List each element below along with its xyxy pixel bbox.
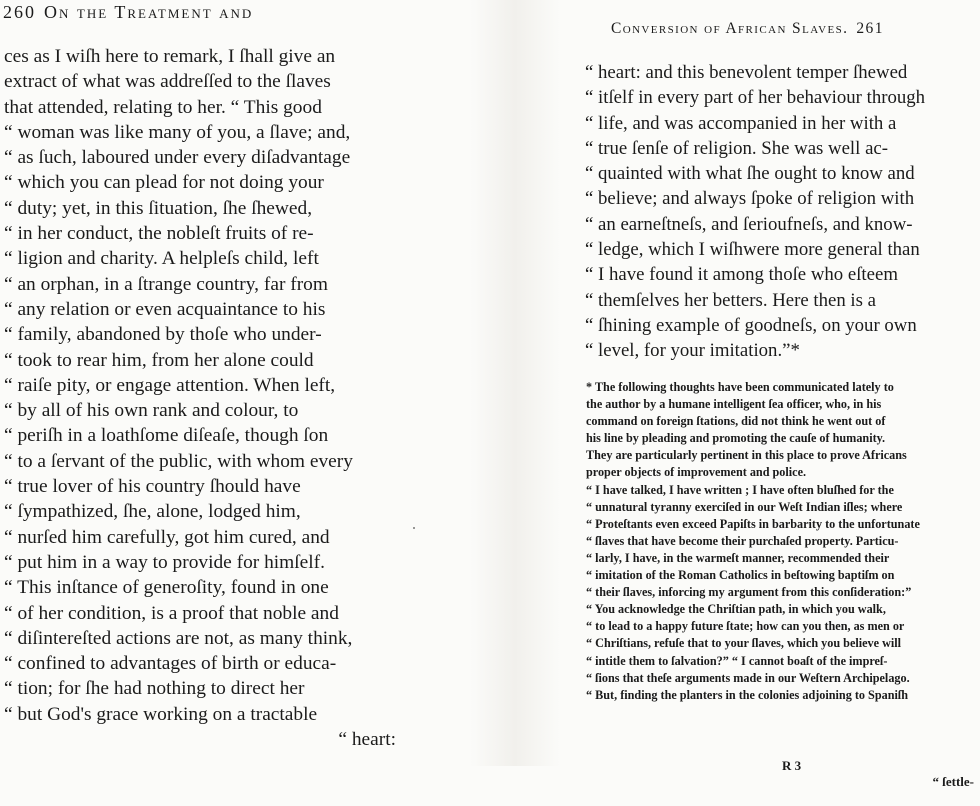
text-line: “ any relation or even acquaintance to his bbox=[4, 298, 326, 320]
text-line: “ life, and was accompanied in her with a bbox=[585, 112, 897, 134]
text-line: “ an orphan, in a ſtrange country, far from bbox=[4, 273, 328, 295]
text-line: “ by all of his own rank and colour, to bbox=[4, 400, 299, 422]
text-line: “ I have found it among thoſe who eſteem bbox=[585, 264, 898, 286]
right-page-number: 261 bbox=[856, 20, 884, 37]
text-line: “ true ſenſe of religion. She was well ac- bbox=[585, 137, 888, 159]
footnote-line: “ But, finding the planters in the colonies adjoining to Spaniſh bbox=[586, 687, 909, 702]
left-running-header bbox=[3, 2, 253, 23]
text-line: “ duty; yet, in this ſituation, ſhe ſhewed, bbox=[4, 197, 313, 219]
text-line: “ of her condition, is a proof that noble and bbox=[4, 602, 339, 624]
footnote-line: “ to lead to a happy future ſtate; how can you then, as men or bbox=[586, 619, 905, 634]
footnote bbox=[586, 379, 974, 704]
footnote-line: “ Chriſtians, refuſe that to your ſlaves, which you believe will bbox=[586, 636, 902, 651]
text-line: “ woman was like many of you, a ſlave; and, bbox=[4, 121, 351, 143]
text-line: “ took to rear him, from her alone could bbox=[4, 349, 314, 371]
right-running-header bbox=[611, 20, 884, 38]
text-line: “ heart: and this benevolent temper ſhewed bbox=[585, 62, 908, 83]
footnote-line: proper objects of improvement and police. bbox=[586, 465, 807, 480]
text-line: “ itſelf in every part of her behaviour through bbox=[585, 87, 926, 109]
text-line: “ ligion and charity. A helpleſs child, left bbox=[4, 248, 319, 270]
footnote-line: “ their ſlaves, inforcing my argument from this conſideration:” bbox=[586, 585, 912, 600]
text-line: “ in her conduct, the nobleſt fruits of re- bbox=[4, 223, 314, 245]
footnote-line: They are particularly pertinent in this place to prove Africans bbox=[586, 448, 907, 463]
text-line: that attended, relating to her. “ This good bbox=[4, 96, 322, 118]
left-page-number: 260 bbox=[3, 2, 36, 22]
book-gutter bbox=[470, 0, 560, 766]
text-line: extract of what was addreſſed to the ſlaves bbox=[4, 71, 331, 93]
text-line: “ to a ſervant of the public, with whom every bbox=[4, 450, 353, 472]
footnote-line: “ larly, I have, in the warmeſt manner, recommended their bbox=[586, 550, 890, 565]
paper-speck bbox=[413, 527, 415, 529]
page-footer bbox=[586, 742, 974, 806]
left-header-title: On the Treatment and bbox=[44, 2, 254, 22]
text-line: “ put him in a way to provide for himſelf. bbox=[4, 551, 325, 573]
text-line: “ an earneſtneſs, and ſerioufneſs, and know- bbox=[585, 213, 913, 235]
text-line: ces as I wiſh here to remark, I ſhall give an bbox=[4, 46, 336, 67]
footnote-line: “ unnatural tyranny exerciſed in our Weſt Indian iſles; where bbox=[586, 499, 903, 514]
left-page bbox=[0, 0, 470, 766]
text-line: “ themſelves her betters. Here then is a bbox=[585, 289, 876, 311]
text-line: “ diſintereſted actions are not, as many think, bbox=[4, 627, 353, 649]
text-line: “ This inſtance of generoſity, found in one bbox=[4, 577, 329, 599]
right-header-title: Conversion of African Slaves. bbox=[611, 20, 849, 37]
text-line: “ as ſuch, laboured under every diſadvantage bbox=[4, 147, 351, 169]
footnote-line: “ ſlaves that have become their purchaſed property. Particu- bbox=[586, 533, 899, 548]
text-line: “ ledge, which I wiſhwere more general than bbox=[585, 239, 920, 261]
text-line: “ level, for your imitation.”* bbox=[585, 340, 800, 362]
text-line: “ tion; for ſhe had nothing to direct her bbox=[4, 678, 305, 700]
footnote-line: * The following thoughts have been communicated lately to bbox=[586, 380, 894, 394]
text-line: “ true lover of his country ſhould have bbox=[4, 476, 301, 498]
text-line: “ periſh in a loathſome diſeaſe, though ſon bbox=[4, 425, 329, 447]
text-line: “ raiſe pity, or engage attention. When left, bbox=[4, 374, 336, 396]
right-catchword: “ ſettle- bbox=[932, 774, 974, 789]
text-line: “ which you can plead for not doing your bbox=[4, 172, 324, 194]
text-line: “ ſhining example of goodneſs, on your own bbox=[585, 314, 917, 336]
left-body-text bbox=[4, 44, 396, 752]
text-line: “ nurſed him carefully, got him cured, and bbox=[4, 526, 330, 548]
text-line: “ family, abandoned by thoſe who under- bbox=[4, 324, 322, 346]
text-line: “ ſympathized, ſhe, alone, lodged him, bbox=[4, 501, 301, 523]
text-line: “ quainted with what ſhe ought to know and bbox=[585, 163, 915, 185]
right-page bbox=[560, 0, 980, 789]
footnote-line: “ I have talked, I have written ; I have often bluſhed for the bbox=[586, 482, 894, 497]
footnote-line: the author by a humane intelligent ſea officer, who, in his bbox=[586, 397, 882, 412]
right-body-text bbox=[585, 60, 975, 364]
footnote-line: “ ſions that theſe arguments made in our Weſtern Archipelago. bbox=[586, 670, 910, 685]
footnote-line: “ You acknowledge the Chriſtian path, in which you walk, bbox=[586, 602, 886, 617]
text-line: “ but God's grace working on a tractable bbox=[4, 703, 318, 725]
footnote-line: “ imitation of the Roman Catholics in beſtowing baptiſm on bbox=[586, 568, 895, 583]
text-line: “ confined to advantages of birth or educa- bbox=[4, 653, 337, 675]
footnote-line: his line by pleading and promoting the cauſe of humanity. bbox=[586, 431, 886, 446]
footnote-line: “ Proteſtants even exceed Papiſts in barbarity to the unfortunate bbox=[586, 516, 920, 531]
footnote-line: command on foreign ſtations, did not think he went out of bbox=[586, 414, 886, 429]
footnote-line: “ intitle them to ſalvation?” “ I cannot boaſt of the impreſ- bbox=[586, 653, 888, 668]
signature-mark: R 3 bbox=[782, 758, 802, 773]
left-catchword: “ heart: bbox=[338, 729, 396, 751]
text-line: “ believe; and always ſpoke of religion with bbox=[585, 188, 915, 210]
